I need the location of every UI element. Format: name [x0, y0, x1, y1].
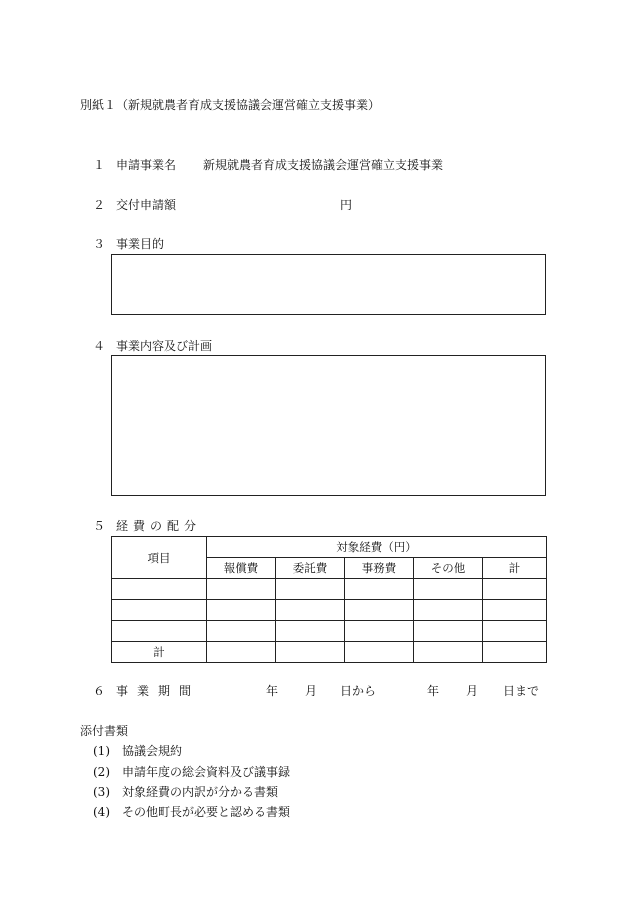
period-end-day: 日まで [503, 684, 540, 698]
column-header: 計 [483, 558, 547, 579]
period-end-year: 年 [427, 684, 440, 698]
period-end-month: 月 [466, 684, 479, 698]
amount-unit: 円 [340, 198, 353, 212]
column-header: 事務費 [345, 558, 414, 579]
column-header: 報償費 [207, 558, 276, 579]
attachment-item: 協議会規約 [122, 744, 183, 758]
item-3-label: 事業目的 [116, 237, 165, 251]
attachment-item: 申請年度の総会資料及び議事録 [122, 765, 291, 779]
attachment-item: 対象経費の内訳が分かる書類 [122, 785, 279, 799]
period-start-year: 年 [266, 684, 279, 698]
table-row [112, 579, 547, 600]
project-name-value: 新規就農者育成支援協議会運営確立支援事業 [203, 158, 444, 172]
period-start-month: 月 [305, 684, 318, 698]
document-header: 別紙１（新規就農者育成支援協議会運営確立支援事業） [80, 98, 381, 112]
item-1-label: 申請事業名 [116, 158, 177, 172]
attachment-item: その他町長が必要と認める書類 [122, 805, 291, 819]
attachment-number: (1) [93, 744, 110, 758]
item-1-number: １ [93, 158, 106, 172]
item-4-label: 事業内容及び計画 [116, 339, 213, 353]
purpose-box [111, 254, 546, 315]
attachment-number: (2) [93, 765, 110, 779]
item-5-number: ５ [93, 519, 106, 533]
column-header: その他 [414, 558, 483, 579]
content-plan-box [111, 355, 546, 496]
item-5-label: 経費の配分 [116, 519, 202, 533]
table-row [112, 600, 547, 621]
item-3-number: ３ [93, 237, 106, 251]
item-6-number: ６ [93, 684, 106, 698]
attachment-number: (3) [93, 785, 110, 799]
target-cost-header: 対象経費（円） [207, 537, 547, 558]
table-row [112, 621, 547, 642]
item-column-header: 項目 [112, 537, 207, 579]
item-6-label: 事業期間 [116, 684, 201, 698]
cost-table [111, 536, 547, 663]
column-header: 委託費 [276, 558, 345, 579]
table-total-row [112, 642, 547, 663]
item-4-number: ４ [93, 339, 106, 353]
item-2-number: ２ [93, 198, 106, 212]
period-start-day: 日から [340, 684, 377, 698]
total-row-label: 計 [112, 642, 207, 663]
item-2-label: 交付申請額 [116, 198, 177, 212]
attachments-title: 添付書類 [80, 724, 129, 738]
attachment-number: (4) [93, 805, 110, 819]
